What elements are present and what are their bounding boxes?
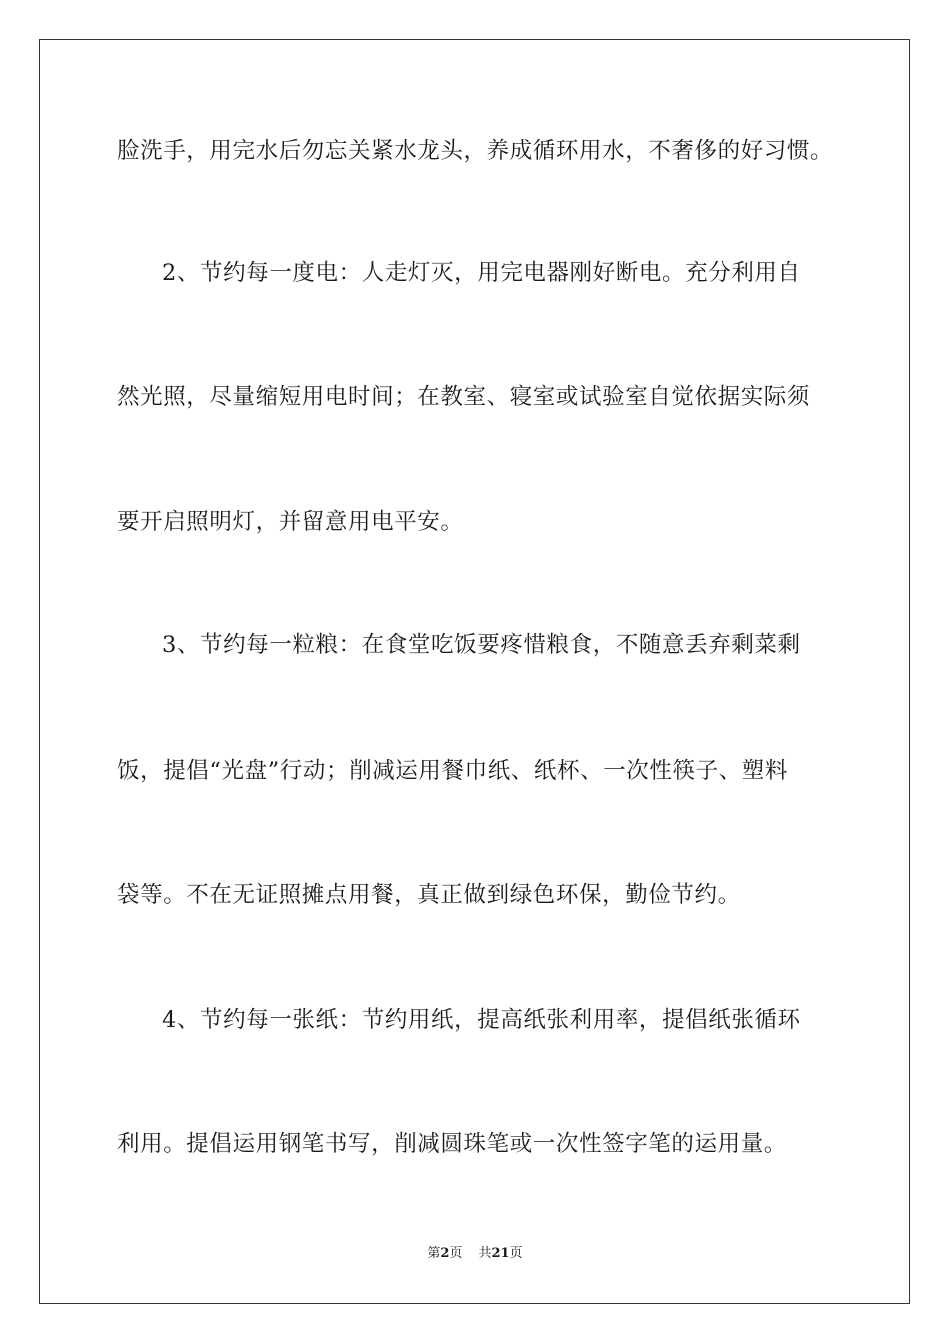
paragraph-line-6: 饭，提倡“光盘”行动；削减运用餐巾纸、纸杯、一次性筷子、塑料 [117, 758, 789, 784]
footer-total-prefix: 共 [478, 1246, 492, 1261]
paragraph-line-7: 袋等。不在无证照摊点用餐，真正做到绿色环保，勤俭节约。 [117, 882, 741, 908]
paragraph-line-4: 要开启照明灯，并留意用电平安。 [117, 509, 464, 535]
page-border [39, 39, 910, 1304]
paragraph-line-2: 2、节约每一度电：人走灯灭，用完电器刚好断电。充分利用自 [162, 260, 801, 286]
paragraph-line-3: 然光照，尽量缩短用电时间；在教室、寝室或试验室自觉依据实际须 [117, 384, 811, 410]
paragraph-line-8: 4、节约每一张纸：节约用纸，提高纸张利用率，提倡纸张循环 [162, 1007, 801, 1033]
footer-page-number: 2 [440, 1246, 450, 1261]
footer-total-suffix: 页 [509, 1246, 523, 1261]
footer-total-pages: 21 [491, 1246, 510, 1261]
page-footer [0, 1245, 950, 1263]
footer-page-suffix: 页 [449, 1246, 463, 1261]
paragraph-line-1: 脸洗手，用完水后勿忘关紧水龙头，养成循环用水，不奢侈的好习惯。 [117, 138, 834, 164]
footer-page-prefix: 第 [427, 1246, 441, 1261]
paragraph-line-9: 利用。提倡运用钢笔书写，削减圆珠笔或一次性签字笔的运用量。 [117, 1131, 787, 1157]
paragraph-line-5: 3、节约每一粒粮：在食堂吃饭要疼惜粮食，不随意丢弃剩菜剩 [162, 632, 801, 658]
